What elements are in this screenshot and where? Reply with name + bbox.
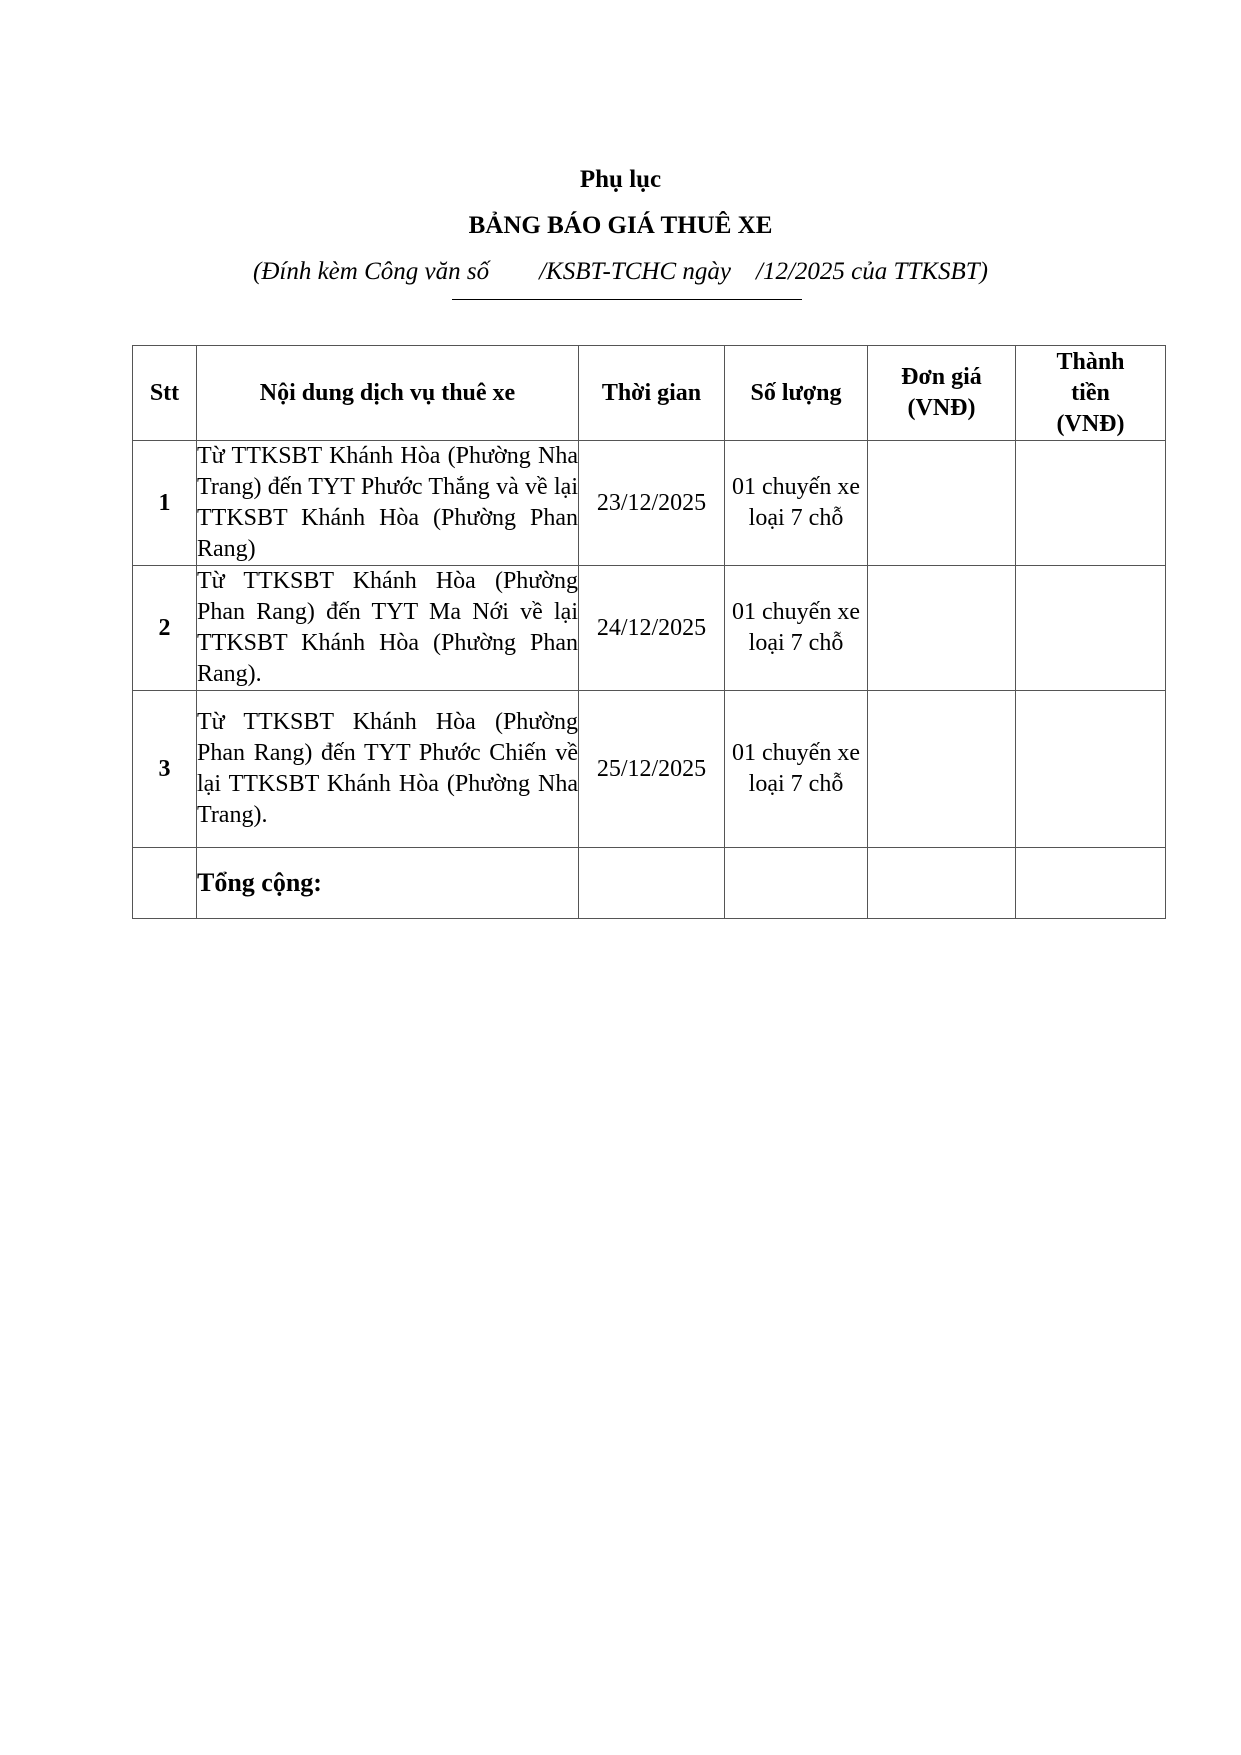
row-amount	[1016, 441, 1166, 566]
document-subtitle: (Đính kèm Công văn số /KSBT-TCHC ngày /12/2025 của TTKSBT)	[253, 258, 988, 285]
row-content: Từ TTKSBT Khánh Hòa (Phường Nha Trang) đến TYT Phước Thắng và về lại TTKSBT Khánh Hòa (Phường Phan Rang)	[197, 441, 579, 566]
row-quantity: 01 chuyến xe loại 7 chỗ	[725, 441, 868, 566]
header-amount: Thành tiền (VNĐ)	[1016, 346, 1166, 441]
row-content: Từ TTKSBT Khánh Hòa (Phường Phan Rang) đến TYT Ma Nới về lại TTKSBT Khánh Hòa (Phường Phan Rang).	[197, 566, 579, 691]
row-content: Từ TTKSBT Khánh Hòa (Phường Phan Rang) đến TYT Phước Chiến về lại TTKSBT Khánh Hòa (Phường Nha Trang).	[197, 691, 579, 848]
row-stt: 1	[133, 441, 197, 566]
row-amount	[1016, 691, 1166, 848]
row-stt: 3	[133, 691, 197, 848]
total-quantity-cell	[725, 848, 868, 919]
row-unit-price	[868, 566, 1016, 691]
total-unit-price-cell	[868, 848, 1016, 919]
table-row	[133, 566, 1166, 691]
row-time: 24/12/2025	[579, 566, 725, 691]
document-title: BẢNG BÁO GIÁ THUÊ XE	[468, 212, 773, 239]
row-amount	[1016, 566, 1166, 691]
table-header-row	[133, 346, 1166, 441]
price-quote-table	[132, 345, 1166, 919]
table-row	[133, 441, 1166, 566]
header-time: Thời gian	[579, 346, 725, 441]
total-time-cell	[579, 848, 725, 919]
total-label: Tổng cộng:	[197, 848, 579, 919]
appendix-label: Phụ lục	[579, 166, 662, 193]
total-row	[133, 848, 1166, 919]
row-quantity: 01 chuyến xe loại 7 chỗ	[725, 691, 868, 848]
header-unit-price: Đơn giá (VNĐ)	[868, 346, 1016, 441]
row-time: 23/12/2025	[579, 441, 725, 566]
title-underline	[452, 299, 802, 300]
header-quantity: Số lượng	[725, 346, 868, 441]
row-stt: 2	[133, 566, 197, 691]
row-unit-price	[868, 441, 1016, 566]
row-time: 25/12/2025	[579, 691, 725, 848]
total-amount-cell	[1016, 848, 1166, 919]
header-content: Nội dung dịch vụ thuê xe	[197, 346, 579, 441]
row-quantity: 01 chuyến xe loại 7 chỗ	[725, 566, 868, 691]
table-row	[133, 691, 1166, 848]
row-unit-price	[868, 691, 1016, 848]
header-stt: Stt	[133, 346, 197, 441]
total-stt-cell	[133, 848, 197, 919]
